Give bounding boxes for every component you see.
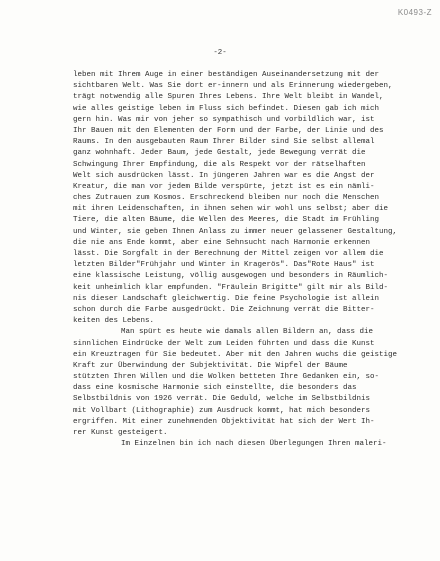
letter-body (73, 70, 418, 450)
text-line: rer Kunst gesteigert. (73, 429, 168, 437)
text-line: mit Vollbart (Lithographie) zum Ausdruck kommt, hat mich besonders (73, 406, 371, 415)
text-line: dass eine kosmische Harmonie sich einstellte, die besonders das (73, 384, 357, 393)
text-line: keit unheimlich klar empfunden. "Fräulein Brigitte" gilt mir als Bild- (73, 283, 389, 292)
text-line: schon durch die Farbe ausgedrückt. Die Zeichnung verrät die Bitter- (73, 305, 375, 314)
text-line: sichtbaren Welt. Was Sie dort er-innern und als Erinnerung wiedergeben, (73, 82, 393, 91)
text-line: letzten Bilder"Frühjahr und Winter in Kragerös". Das"Rote Haus" ist (73, 261, 375, 270)
text-line: die nie ans Ende kommt, aber eine Sehnsucht nach Harmonie erkennen (73, 238, 371, 247)
text-line: Tiere, die alten Bäume, die Wellen des Meeres, die Stadt im Frühling (73, 216, 380, 225)
text-line: keiten des Lebens. (73, 317, 155, 326)
text-line: ergriffen. Mit einer zunehmenden Objektivität hat sich der Wert Ih- (73, 417, 375, 426)
text-line: Ihr Bauen mit den Elementen der Form und der Farbe, der Linie und des (73, 126, 384, 135)
text-line: leben mit Ihrem Auge in einer beständigen Auseinandersetzung mit der (73, 71, 380, 79)
text-line: und Winter, sie geben Ihnen Anlass zu immer neuer gelassener Gestaltung, (73, 227, 398, 236)
text-line: ein Kreuztragen für Sie bedeutet. Aber mit den Jahren wuchs die geistige (73, 350, 398, 359)
text-line: eine klassische Leistung, völlig ausgewogen und besonders in Räumlich- (73, 272, 389, 281)
text-line: Kreatur, die man vor jedem Bilde verspürte, jetzt ist es ein nämli- (73, 182, 375, 191)
text-line: Raums. In den ausgebauten Raum Ihrer Bilder sind Sie selbst allemal (73, 138, 375, 147)
page-number: -2- (213, 49, 227, 57)
text-line: Im Einzelnen bin ich nach diesen Überlegungen Ihren maleri- (121, 440, 387, 449)
archive-number: K0493-Z (397, 8, 432, 17)
text-line: gern hin. Was mir von jeher so sympathisch und vorbildlich war, ist (73, 115, 375, 124)
text-line: Welt sich ausdrücken lässt. In jüngeren Jahren war es die Angst der (73, 171, 375, 180)
text-line: mit ihren Leidenschaften, in ihnen sehen wir wohl uns selbst; aber die (73, 205, 389, 214)
text-line: stützten Ihren Willen und die Wolken betteten Ihre Gedanken ein, so- (73, 373, 380, 382)
text-line: Kraft zur Überwindung der Subjektivität. Die Wipfel der Bäume (73, 361, 348, 370)
text-line: ches Zutrauen zum Kosmos. Erschreckend bleiben nur noch die Menschen (73, 194, 380, 203)
text-line: trägt notwendig alle Spuren Ihres Lebens. Ihre Welt bleibt in Wandel, (73, 93, 384, 102)
text-line: wie alles geistige leben im Fluss sich befindet. Diesen gab ich mich (73, 104, 380, 113)
text-line: Schwingung Ihrer Empfindung, die als Respekt vor der rätselhaften (73, 160, 366, 169)
text-line: lässt. Die Sorgfalt in der Berechnung der Mittel zeigen vor allem die (73, 250, 384, 258)
text-line: sinnlichen Eindrücke der Welt zum Leiden führten und dass die Kunst (73, 339, 375, 348)
text-line: Man spürt es heute wie damals allen Bildern an, dass die (121, 328, 374, 337)
text-line: Selbstbildnis von 1926 verrät. Die Geduld, welche im Selbstbildnis (73, 395, 371, 404)
text-line: nis dieser Landschaft gleichwertig. Die feine Psychologie ist allein (73, 294, 380, 303)
text-line: ganz wohnhaft. Jeder Baum, jede Gestalt, jede Bewegung verrät die (73, 149, 366, 158)
